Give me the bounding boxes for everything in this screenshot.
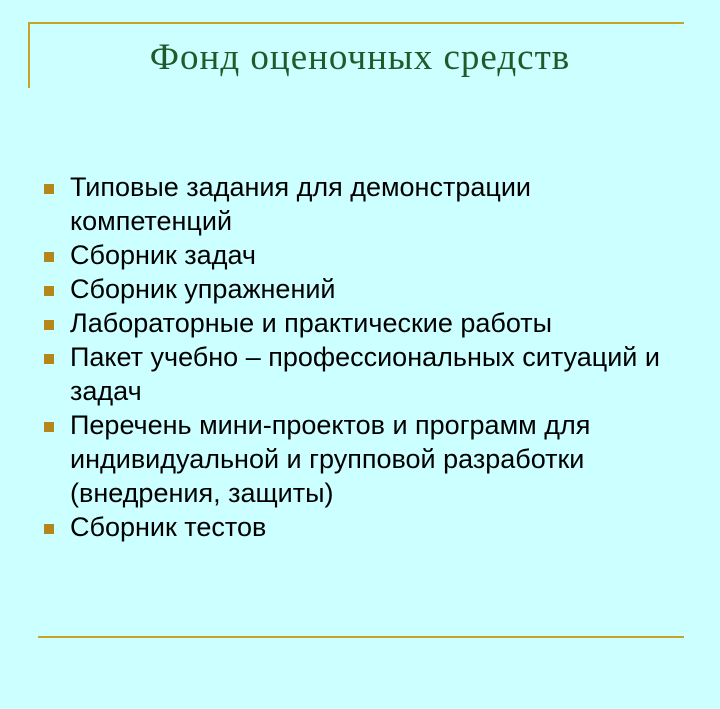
square-bullet-icon [44,184,54,194]
square-bullet-icon [44,422,54,432]
list-item [70,238,690,272]
bottom-rule [38,636,684,638]
list-item-text: Лабораторные и практические работы [70,308,553,338]
list-item-text: Сборник упражнений [70,274,336,304]
slide-title: Фонд оценочных средств [149,37,571,78]
bullet-list [70,170,690,544]
square-bullet-icon [44,252,54,262]
list-item-text: Сборник задач [70,240,256,270]
list-item [70,272,690,306]
list-item [70,510,690,544]
list-item [70,170,690,238]
list-item-text: Сборник тестов [70,512,267,542]
square-bullet-icon [44,524,54,534]
list-item [70,306,690,340]
top-rule [28,22,684,24]
square-bullet-icon [44,320,54,330]
list-item [70,408,690,510]
list-item-text: Перечень мини-проектов и программ для индивидуальной и групповой разработки (внедрения, защиты) [70,410,591,508]
list-item [70,340,690,408]
square-bullet-icon [44,286,54,296]
list-item-text: Пакет учебно – профессиональных ситуаций и задач [70,342,660,406]
list-item-text: Типовые задания для демонстрации компетенций [70,172,531,236]
square-bullet-icon [44,354,54,364]
